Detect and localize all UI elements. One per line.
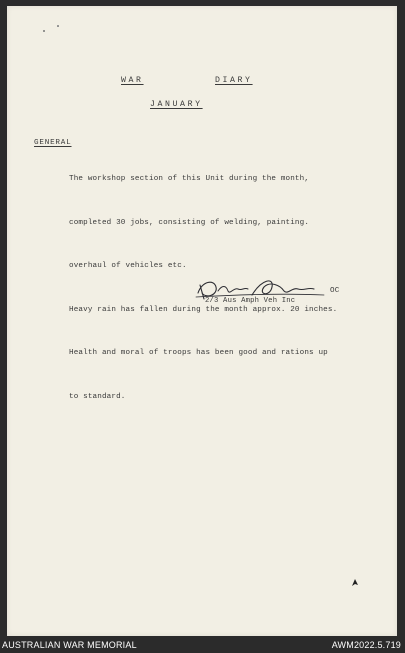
heading-war: WAR [121,76,144,85]
ink-speck [43,30,45,32]
body-line: completed 30 jobs, consisting of welding, painting. [69,218,310,227]
signature-rank: OC [330,287,340,295]
document-page [7,6,397,636]
heading-diary: DIARY [215,76,253,85]
ink-speck [57,25,59,27]
catalogue-number: AWM2022.5.719 [331,640,401,650]
heading-month: JANUARY [150,100,203,109]
institution-name: AUSTRALIAN WAR MEMORIAL [2,640,137,650]
section-label: GENERAL [34,139,72,147]
body-line: Health and moral of troops has been good and rations up [69,349,328,357]
body-line: Heavy rain has fallen during the month approx. 20 inches. [69,305,338,314]
ink-mark [350,578,360,588]
body-line: overhaul of vehicles etc. [69,262,187,270]
body-line: to standard. [69,392,126,401]
body-line: The workshop section of this Unit during the month, [69,175,310,183]
signature-unit: 2/3 Aus Amph Veh Inc [205,297,296,305]
